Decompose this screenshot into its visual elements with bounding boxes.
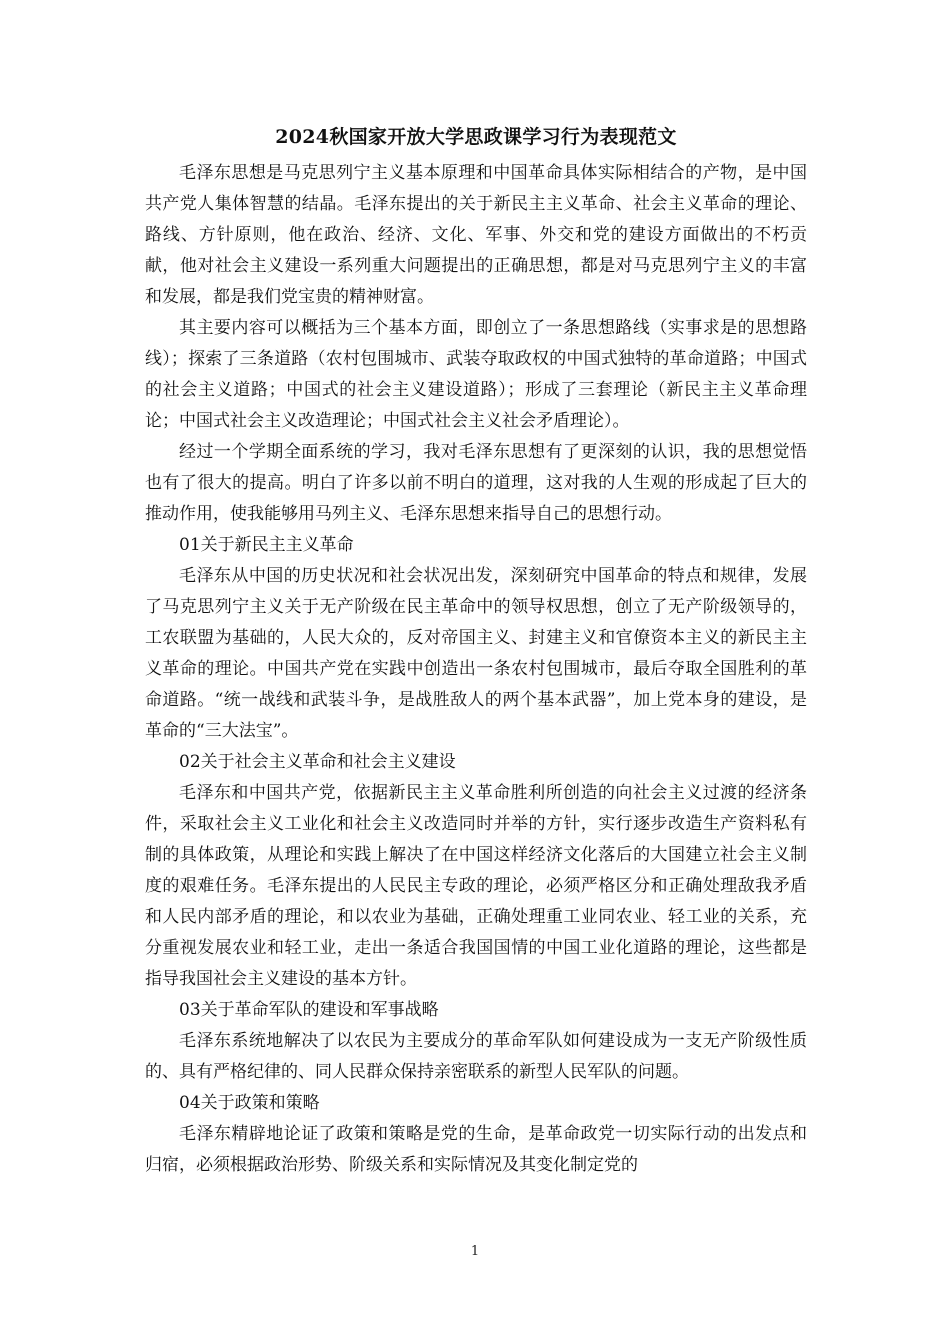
- paragraph-new-democratic-revolution: 毛泽东从中国的历史状况和社会状况出发，深刻研究中国革命的特点和规律，发展了马克思列宁主义关于无产阶级在民主革命中的领导权思想，创立了无产阶级领导的，工农联盟为基础的，人民大众的，反对帝国主义、封建主义和官僚资本主义的新民主主义革命的理论。中国共产党在实践中创造出一条农村包围城市，最后夺取全国胜利的革命道路。“统一战线和武装斗争，是战胜敌人的两个基本武器”，加上党本身的建设，是革命的“三大法宝”。: [145, 566, 807, 741]
- section-heading-04: 04关于政策和策略: [179, 1093, 320, 1113]
- section-heading-02: 02关于社会主义革命和社会主义建设: [179, 752, 456, 772]
- paragraph-main-content: 其主要内容可以概括为三个基本方面，即创立了一条思想路线（实事求是的思想路线）；探索了三条道路（农村包围城市、武装夺取政权的中国式独特的革命道路；中国式的社会主义道路；中国式的社会主义建设道路）；形成了三套理论（新民主主义革命理论；中国式社会主义改造理论；中国式社会主义社会矛盾理论）。: [145, 318, 807, 431]
- paragraph-intro: 毛泽东思想是马克思列宁主义基本原理和中国革命具体实际相结合的产物，是中国共产党人集体智慧的结晶。毛泽东提出的关于新民主主义革命、社会主义革命的理论、路线、方针原则，他在政治、经济、文化、军事、外交和党的建设方面做出的不朽贡献，他对社会主义建设一系列重大问题提出的正确思想，都是对马克思列宁主义的丰富和发展，都是我们党宝贵的精神财富。: [145, 163, 807, 307]
- page-number: 1: [470, 1244, 480, 1259]
- paragraph-study-reflection: 经过一个学期全面系统的学习，我对毛泽东思想有了更深刻的认识，我的思想觉悟也有了很大的提高。明白了许多以前不明白的道理，这对我的人生观的形成起了巨大的推动作用，使我能够用马列主义、毛泽东思想来指导自己的思想行动。: [145, 442, 807, 524]
- paragraph-socialist-construction: 毛泽东和中国共产党，依据新民主主义革命胜利所创造的向社会主义过渡的经济条件，采取社会主义工业化和社会主义改造同时并举的方针，实行逐步改造生产资料私有制的具体政策，从理论和实践上解决了在中国这样经济文化落后的大国建立社会主义制度的艰难任务。毛泽东提出的人民民主专政的理论，必须严格区分和正确处理敌我矛盾和人民内部矛盾的理论，和以农业为基础，正确处理重工业同农业、轻工业的关系，充分重视发展农业和轻工业，走出一条适合我国国情的中国工业化道路的理论，这些都是指导我国社会主义建设的基本方针。: [145, 783, 807, 989]
- document-title: 2024秋国家开放大学思政课学习行为表现范文: [275, 126, 677, 148]
- section-heading-03: 03关于革命军队的建设和军事战略: [179, 1000, 439, 1020]
- section-heading-01: 01关于新民主主义革命: [179, 535, 354, 555]
- document-page: [145, 118, 807, 1181]
- paragraph-military: 毛泽东系统地解决了以农民为主要成分的革命军队如何建设成为一支无产阶级性质的、具有严格纪律的、同人民群众保持亲密联系的新型人民军队的问题。: [145, 1031, 807, 1082]
- paragraph-policy-strategy: 毛泽东精辟地论证了政策和策略是党的生命，是革命政党一切实际行动的出发点和归宿，必须根据政治形势、阶级关系和实际情况及其变化制定党的: [145, 1124, 807, 1175]
